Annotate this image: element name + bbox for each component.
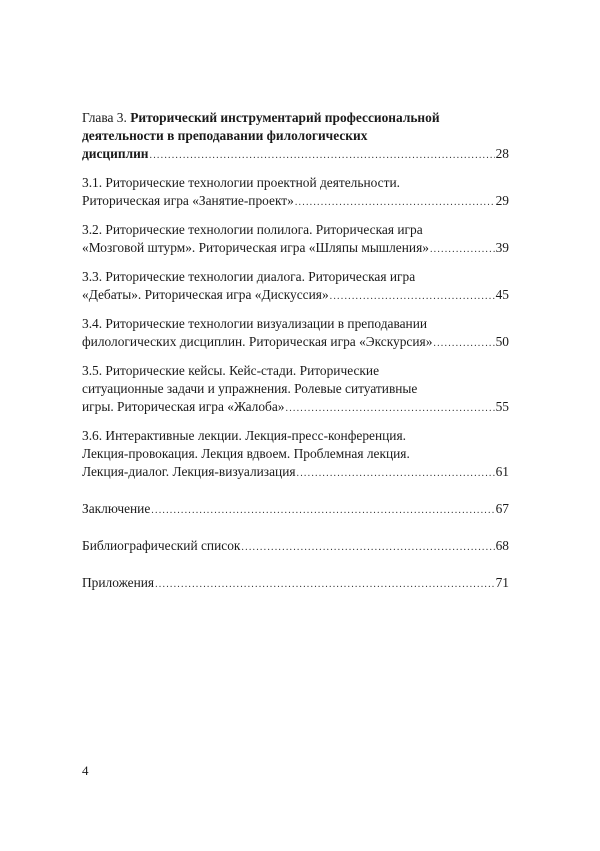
page-folio-number: 4 — [82, 763, 89, 778]
entry-label: Заключение — [82, 501, 151, 516]
section-line: 3.6. Интерактивные лекции. Лекция-пресс-конференция. — [82, 428, 406, 443]
section-last-line — [82, 398, 509, 418]
section-title-end: «Дебаты». Риторическая игра «Дискуссия» — [82, 287, 329, 302]
toc-bibliography[interactable] — [82, 537, 509, 557]
toc-chapter-line-1 — [82, 109, 509, 127]
toc-section-3-5[interactable] — [82, 362, 509, 418]
chapter-title-part-2: деятельности в преподавании филологических — [82, 128, 368, 143]
section-title-end: Лекция-диалог. Лекция-визуализация — [82, 464, 296, 479]
section-last-line — [82, 239, 509, 259]
section-line: 3.5. Риторические кейсы. Кейс-стади. Риторические — [82, 363, 380, 378]
page-number: 71 — [495, 575, 509, 590]
leader-dots — [150, 147, 495, 165]
chapter-prefix: Глава 3. — [82, 110, 131, 125]
section-title-end: филологических дисциплин. Риторическая игра «Экскурсия» — [82, 334, 433, 349]
section-title-end: игры. Риторическая игра «Жалоба» — [82, 399, 285, 414]
section-line: Лекция-провокация. Лекция вдвоем. Проблемная лекция. — [82, 446, 410, 461]
section-line: 3.3. Риторические технологии диалога. Риторическая игра — [82, 269, 416, 284]
page-number: 55 — [495, 399, 509, 414]
toc-section-3-3[interactable] — [82, 268, 509, 306]
page-number: 50 — [495, 334, 509, 349]
page-number: 39 — [495, 240, 509, 255]
chapter-title-part-3: дисциплин — [82, 146, 149, 161]
toc-conclusion[interactable] — [82, 500, 509, 520]
leader-dots — [295, 194, 495, 212]
toc-section-3-6[interactable] — [82, 427, 509, 483]
section-last-line — [82, 192, 509, 212]
page-number: 45 — [495, 287, 509, 302]
section-line: ситуационные задачи и упражнения. Ролевые ситуативные — [82, 381, 418, 396]
entry-label: Приложения — [82, 575, 155, 590]
section-line: 3.1. Риторические технологии проектной деятельности. — [82, 175, 400, 190]
page-number: 67 — [495, 501, 509, 516]
table-of-contents — [82, 109, 509, 603]
page-number: 28 — [495, 146, 509, 161]
entry-line — [82, 574, 509, 594]
section-title-end: «Мозговой штурм». Риторическая игра «Шляпы мышления» — [82, 240, 429, 255]
leader-dots — [297, 465, 495, 483]
toc-section-3-4[interactable] — [82, 315, 509, 353]
toc-section-3-1[interactable] — [82, 174, 509, 212]
leader-dots — [433, 335, 494, 353]
entry-line — [82, 537, 509, 557]
leader-dots — [330, 288, 495, 306]
leader-dots — [430, 241, 495, 259]
leader-dots — [241, 539, 494, 557]
section-last-line — [82, 333, 509, 353]
toc-chapter-last-line — [82, 145, 509, 165]
page-number: 68 — [495, 538, 509, 553]
chapter-title-part-1: Риторический инструментарий профессиональной — [130, 110, 440, 125]
section-last-line — [82, 463, 509, 483]
toc-chapter-entry[interactable] — [82, 109, 509, 165]
section-last-line — [82, 286, 509, 306]
section-line: 3.4. Риторические технологии визуализации в преподавании — [82, 316, 428, 331]
section-line: 3.2. Риторические технологии полилога. Риторическая игра — [82, 222, 423, 237]
leader-dots — [155, 576, 495, 594]
page-number: 61 — [495, 464, 509, 479]
entry-line — [82, 500, 509, 520]
toc-appendices[interactable] — [82, 574, 509, 594]
page-number: 29 — [495, 193, 509, 208]
leader-dots — [286, 400, 495, 418]
section-title-end: Риторическая игра «Занятие-проект» — [82, 193, 294, 208]
toc-section-3-2[interactable] — [82, 221, 509, 259]
leader-dots — [151, 502, 494, 520]
entry-label: Библиографический список — [82, 538, 241, 553]
